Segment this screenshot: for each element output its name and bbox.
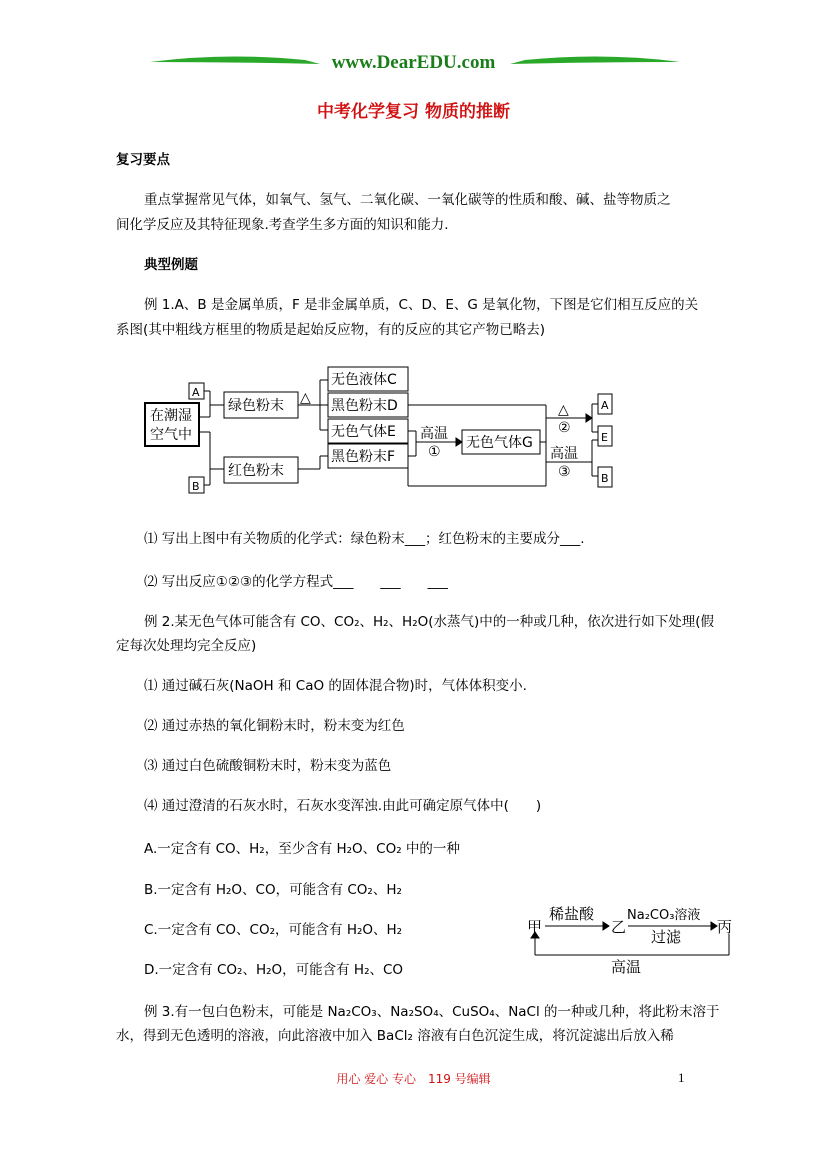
page-title: 中考化学复习 物质的推断 bbox=[317, 102, 510, 122]
label-guolv: 过滤 bbox=[651, 928, 682, 946]
example1-line-1: 例 1.A、B 是金属单质，F 是非金属单质，C、D、E、G 是氧化物，下图是它们相互反应的关 bbox=[144, 297, 699, 313]
example3-line-1: 例 3.有一包白色粉末，可能是 Na₂CO₃、Na₂SO₄、CuSO₄、NaCl 的一种或几种，将此粉末溶于 bbox=[144, 1004, 720, 1020]
label-start-2: 空气中 bbox=[150, 427, 192, 443]
example1-question-2: ⑵ 写出反应①②③的化学方程式___ ___ ___ bbox=[144, 574, 448, 590]
page-number: 1 bbox=[678, 1070, 685, 1085]
label-E: 无色气体E bbox=[331, 424, 396, 440]
example1-question-1: ⑴ 写出上图中有关物质的化学式：绿色粉末___；红色粉末的主要成分___. bbox=[144, 531, 585, 547]
label-F: 黑色粉末F bbox=[331, 449, 396, 465]
example2-line-2: 定每次处理均完全反应) bbox=[116, 638, 257, 654]
label-gaowen-2: 高温 bbox=[550, 446, 578, 462]
side-reaction-diagram bbox=[523, 898, 738, 978]
label-gaowen-side: 高温 bbox=[611, 958, 642, 976]
example2-option-b: B.一定含有 H₂O、CO，可能含有 CO₂、H₂ bbox=[144, 882, 402, 898]
example3-line-2: 水，得到无色透明的溶液，向此溶液中加入 BaCl₂ 溶液有白色沉淀生成，将沉淀滤出后放入稀 bbox=[116, 1028, 674, 1044]
label-C: 无色液体C bbox=[331, 372, 397, 388]
example2-line-1: 例 2.某无色气体可能含有 CO、CO₂、H₂、H₂O(水蒸气)中的一种或几种，依次进行如下处理(假 bbox=[144, 614, 715, 630]
label-out-A: A bbox=[601, 399, 609, 412]
example2-option-c: C.一定含有 CO、CO₂，可能含有 H₂O、H₂ bbox=[144, 922, 403, 938]
example1-line-2: 系图(其中粗线方框里的物质是起始反应物，有的反应的其它产物已略去) bbox=[116, 322, 546, 338]
label-bing: 丙 bbox=[717, 918, 733, 936]
label-green: 绿色粉末 bbox=[228, 398, 284, 414]
label-out-E: E bbox=[601, 431, 608, 444]
reaction-diagram bbox=[140, 362, 620, 494]
label-circle-1: ① bbox=[428, 444, 441, 460]
label-G: 无色气体G bbox=[466, 435, 533, 451]
label-jia: 甲 bbox=[527, 918, 543, 936]
examples-heading: 典型例题 bbox=[144, 257, 198, 273]
label-D: 黑色粉末D bbox=[331, 398, 398, 414]
example2-step-2: ⑵ 通过赤热的氧化铜粉末时，粉末变为红色 bbox=[144, 718, 405, 734]
label-circle-2: ② bbox=[558, 420, 571, 436]
review-body-line-2: 间化学反应及其特征现象.考查学生多方面的知识和能力. bbox=[116, 217, 449, 233]
label-tri: △ bbox=[300, 390, 311, 406]
label-red: 红色粉末 bbox=[228, 463, 284, 479]
example2-option-a: A.一定含有 CO、H₂，至少含有 H₂O、CO₂ 中的一种 bbox=[144, 841, 460, 857]
label-B: B bbox=[192, 480, 200, 493]
review-heading: 复习要点 bbox=[116, 152, 170, 168]
site-banner[interactable]: www.DearEDU.com bbox=[331, 52, 496, 73]
example2-step-3: ⑶ 通过白色硫酸铜粉末时，粉末变为蓝色 bbox=[144, 758, 392, 774]
label-start-1: 在潮湿 bbox=[150, 408, 192, 424]
label-gaowen-1: 高温 bbox=[420, 426, 448, 442]
label-xiyansuan: 稀盐酸 bbox=[549, 905, 595, 923]
label-A: A bbox=[192, 386, 200, 399]
label-yi: 乙 bbox=[611, 918, 627, 936]
example2-option-d: D.一定含有 CO₂、H₂O，可能含有 H₂、CO bbox=[144, 962, 404, 978]
label-out-B: B bbox=[601, 472, 609, 485]
label-tri-2: △ bbox=[558, 402, 569, 418]
label-circle-3: ③ bbox=[558, 464, 571, 480]
example2-step-1: ⑴ 通过碱石灰(NaOH 和 CaO 的固体混合物)时，气体体积变小. bbox=[144, 678, 527, 694]
review-body-line-1: 重点掌握常见气体，如氧气、氢气、二氧化碳、一氧化碳等的性质和酸、碱、盐等物质之 bbox=[144, 192, 671, 208]
footer-text: 用心 爱心 专心 119 号编辑 bbox=[336, 1072, 491, 1086]
label-na2co3: Na₂CO₃溶液 bbox=[627, 908, 701, 923]
example2-step-4: ⑷ 通过澄清的石灰水时，石灰水变浑浊.由此可确定原气体中( ) bbox=[144, 798, 542, 814]
